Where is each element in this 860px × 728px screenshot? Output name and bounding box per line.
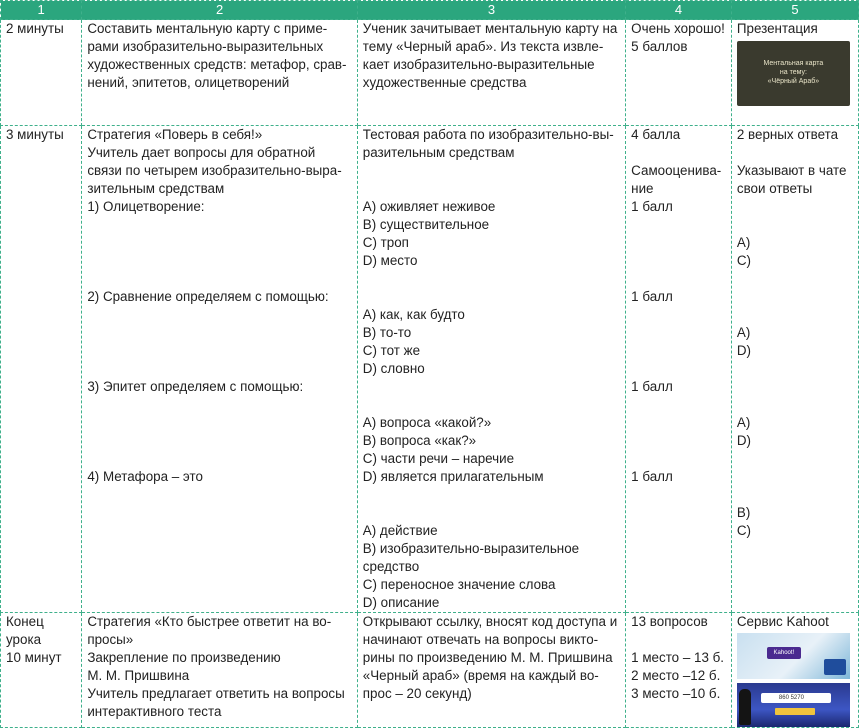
column-header-5: 5 <box>731 1 858 20</box>
task-line: зительным средствам <box>87 181 225 196</box>
resource-cell <box>731 613 858 728</box>
column-header-4: 4 <box>626 1 732 20</box>
table-row <box>1 613 859 728</box>
resource-line: 2 верных ответа <box>736 127 839 142</box>
task-line: Стратегия «Поверь в себя!» <box>87 127 263 142</box>
answer-text: С) <box>736 523 752 538</box>
points-text: 1 балл <box>631 289 673 304</box>
answer-text: D) <box>736 433 752 448</box>
task-line: интерактивного теста <box>87 704 222 719</box>
test-title-line: Тестовая работа по изобразительно-вы- <box>362 127 614 142</box>
task-line: художественных средств: метафор, срав- <box>87 57 347 72</box>
points-text: 1 балл <box>631 199 673 214</box>
answer-text: А) <box>736 415 751 430</box>
resource-label: Сервис Kahoot <box>736 614 829 629</box>
grade-cell <box>626 20 732 126</box>
time-text: урока <box>6 632 42 647</box>
task-cell <box>82 20 357 126</box>
question-text: 3) Эпитет определяем с помощью: <box>87 379 304 394</box>
column-header-1: 1 <box>1 1 82 20</box>
student-line: кает изобразительно-выразительные <box>362 57 595 72</box>
option-text: С) переносное значение слова <box>362 577 556 592</box>
test-title-line: разительным средствам <box>362 145 515 160</box>
task-line: Стратегия «Кто быстрее ответит на во- <box>87 614 332 629</box>
time-cell <box>1 613 82 728</box>
points-text: 1 балл <box>631 379 673 394</box>
option-text: С) части речи – наречие <box>362 451 515 466</box>
option-text: В) то-то <box>362 325 412 340</box>
grade-cell <box>626 126 732 613</box>
answer-text: А) <box>736 325 751 340</box>
grade-line: Самооценива- <box>631 163 722 178</box>
grade-line: 3 место –10 б. <box>631 686 721 701</box>
task-line: М. М. Пришвина <box>87 668 190 683</box>
option-text: D) описание <box>362 595 440 610</box>
table-row <box>1 20 859 126</box>
slide-caption <box>737 59 850 86</box>
task-line: Составить ментальную карту с приме- <box>87 21 328 36</box>
option-text: А) действие <box>362 523 438 538</box>
time-text: 2 минуты <box>6 21 64 36</box>
teacher-figure <box>739 689 751 725</box>
grade-line: 5 баллов <box>631 39 688 54</box>
kahoot-logo: Kahoot! <box>767 647 801 659</box>
option-text: средство <box>362 559 420 574</box>
points-text: 1 балл <box>631 469 673 484</box>
option-text: В) существительное <box>362 217 490 232</box>
student-line: Ученик зачитывает ментальную карту на <box>362 21 618 36</box>
grade-line: 4 балла <box>631 127 681 142</box>
student-line: рины по произведению М. М. Пришвина <box>362 650 613 665</box>
resource-label: Презентация <box>736 21 818 36</box>
option-text: А) как, как будто <box>362 307 465 322</box>
grade-line: 2 место –12 б. <box>631 668 721 683</box>
option-text: С) троп <box>362 235 409 250</box>
question-text: 1) Олицетворение: <box>87 199 205 214</box>
grade-line: 13 вопросов <box>631 614 708 629</box>
option-text: С) тот же <box>362 343 421 358</box>
question-text: 4) Метафора – это <box>87 469 203 484</box>
task-line: Закрепление по произведению <box>87 650 281 665</box>
grade-cell <box>626 613 732 728</box>
presentation-thumbnail <box>737 41 850 106</box>
option-text: В) вопроса «как?» <box>362 433 477 448</box>
slide-caption-line: «Чёрный Араб» <box>767 78 820 85</box>
time-text: Конец <box>6 614 44 629</box>
time-cell <box>1 20 82 126</box>
game-pin-code: 860 5270 <box>778 695 804 701</box>
option-text: А) оживляет неживое <box>362 199 496 214</box>
option-text: D) словно <box>362 361 425 376</box>
resource-line: Указывают в чате <box>736 163 847 178</box>
task-line: просы» <box>87 632 134 647</box>
time-text: 3 минуты <box>6 127 64 142</box>
laptop-icon <box>824 659 846 675</box>
answer-text: D) <box>736 343 752 358</box>
student-cell <box>357 613 625 728</box>
option-text: А) вопроса «какой?» <box>362 415 492 430</box>
task-line: связи по четырем изобразительно-выра- <box>87 163 342 178</box>
resource-cell <box>731 126 858 613</box>
student-line: начинают отвечать на вопросы викто- <box>362 632 599 647</box>
answer-text: А) <box>736 235 751 250</box>
task-line: рами изобразительно-выразительных <box>87 39 324 54</box>
option-text: В) изобразительно-выразительное <box>362 541 580 556</box>
student-line: Открывают ссылку, вносят код доступа и <box>362 614 618 629</box>
resource-line: свои ответы <box>736 181 813 196</box>
grade-line: Очень хорошо! <box>631 21 725 36</box>
answer-text: В) <box>736 505 751 520</box>
option-text: D) место <box>362 253 418 268</box>
slide-caption-line: на тему: <box>779 69 807 76</box>
task-line: Учитель дает вопросы для обратной <box>87 145 316 160</box>
student-line: «Черный араб» (время на каждый во- <box>362 668 599 683</box>
time-text: 10 минут <box>6 650 62 665</box>
student-cell <box>357 126 625 613</box>
task-cell <box>82 613 357 728</box>
table-row <box>1 126 859 613</box>
column-header-2: 2 <box>82 1 357 20</box>
answer-text: С) <box>736 253 752 268</box>
header-row <box>1 1 859 20</box>
student-cell <box>357 20 625 126</box>
student-line: тему «Черный араб». Из текста извле- <box>362 39 604 54</box>
option-text: D) является прилагательным <box>362 469 544 484</box>
kahoot-join-screenshot <box>737 683 850 727</box>
grade-line: 1 место – 13 б. <box>631 650 725 665</box>
grade-line: ние <box>631 181 654 196</box>
enter-button <box>775 708 815 715</box>
task-cell <box>82 126 357 613</box>
column-header-3: 3 <box>357 1 625 20</box>
kahoot-screenshot <box>737 633 850 679</box>
task-line: Учитель предлагает ответить на вопросы <box>87 686 345 701</box>
student-line: художественные средства <box>362 75 527 90</box>
task-line: нений, эпитетов, олицетворений <box>87 75 290 90</box>
question-text: 2) Сравнение определяем с помощью: <box>87 289 329 304</box>
student-line: прос – 20 секунд) <box>362 686 472 701</box>
slide-caption-line: Ментальная карта <box>763 60 824 67</box>
time-cell <box>1 126 82 613</box>
resource-cell <box>731 20 858 126</box>
